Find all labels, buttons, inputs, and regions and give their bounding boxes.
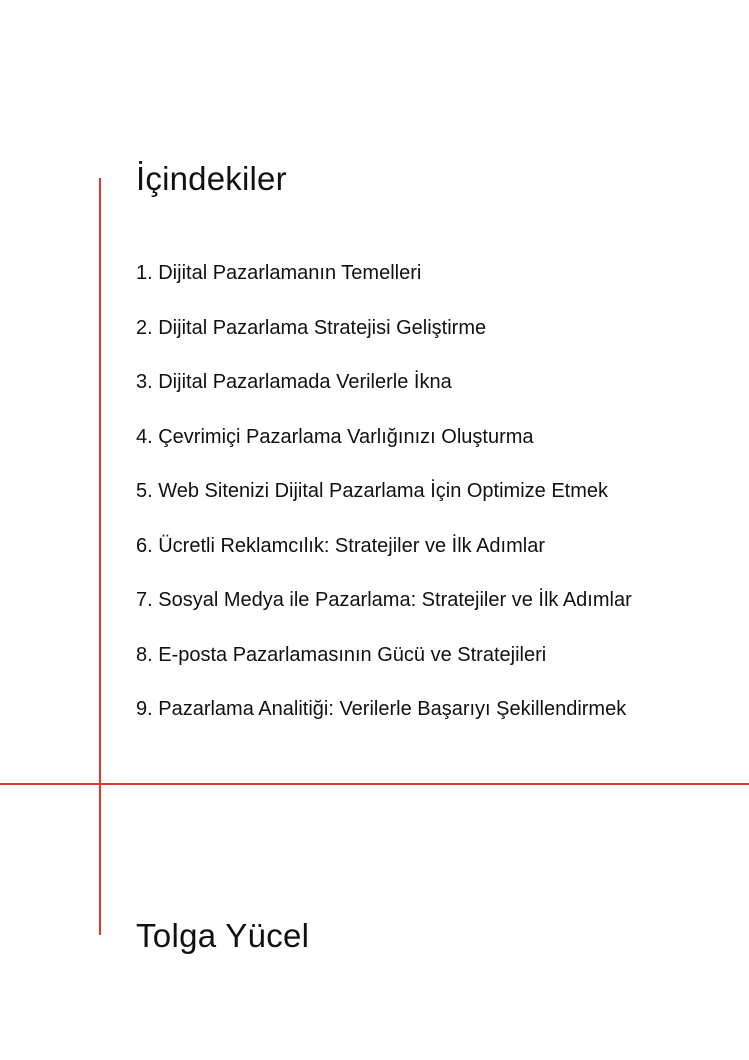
toc-item-8: 8. E-posta Pazarlamasının Gücü ve Stratejileri bbox=[136, 643, 547, 666]
toc-item-7: 7. Sosyal Medya ile Pazarlama: Stratejiler ve İlk Adımlar bbox=[136, 589, 632, 611]
toc-item-2: 2. Dijital Pazarlama Stratejisi Geliştirme bbox=[136, 316, 487, 339]
horizontal-accent-line bbox=[0, 783, 749, 785]
toc-item-3: 3. Dijital Pazarlamada Verilerle İkna bbox=[136, 371, 452, 393]
toc-item-9: 9. Pazarlama Analitiği: Verilerle Başarıyı Şekillendirmek bbox=[136, 698, 627, 720]
vertical-accent-line bbox=[99, 178, 101, 935]
toc-item-6: 6. Ücretli Reklamcılık: Stratejiler ve İlk Adımlar bbox=[136, 534, 545, 557]
author-name: Tolga Yücel bbox=[136, 917, 310, 954]
toc-item-4: 4. Çevrimiçi Pazarlama Varlığınızı Oluşturma bbox=[136, 425, 534, 448]
toc-item-1: 1. Dijital Pazarlamanın Temelleri bbox=[136, 262, 422, 284]
table-of-contents bbox=[136, 258, 746, 749]
page-title: İçindekiler bbox=[136, 160, 287, 197]
toc-item-5: 5. Web Sitenizi Dijital Pazarlama İçin Optimize Etmek bbox=[136, 480, 609, 502]
